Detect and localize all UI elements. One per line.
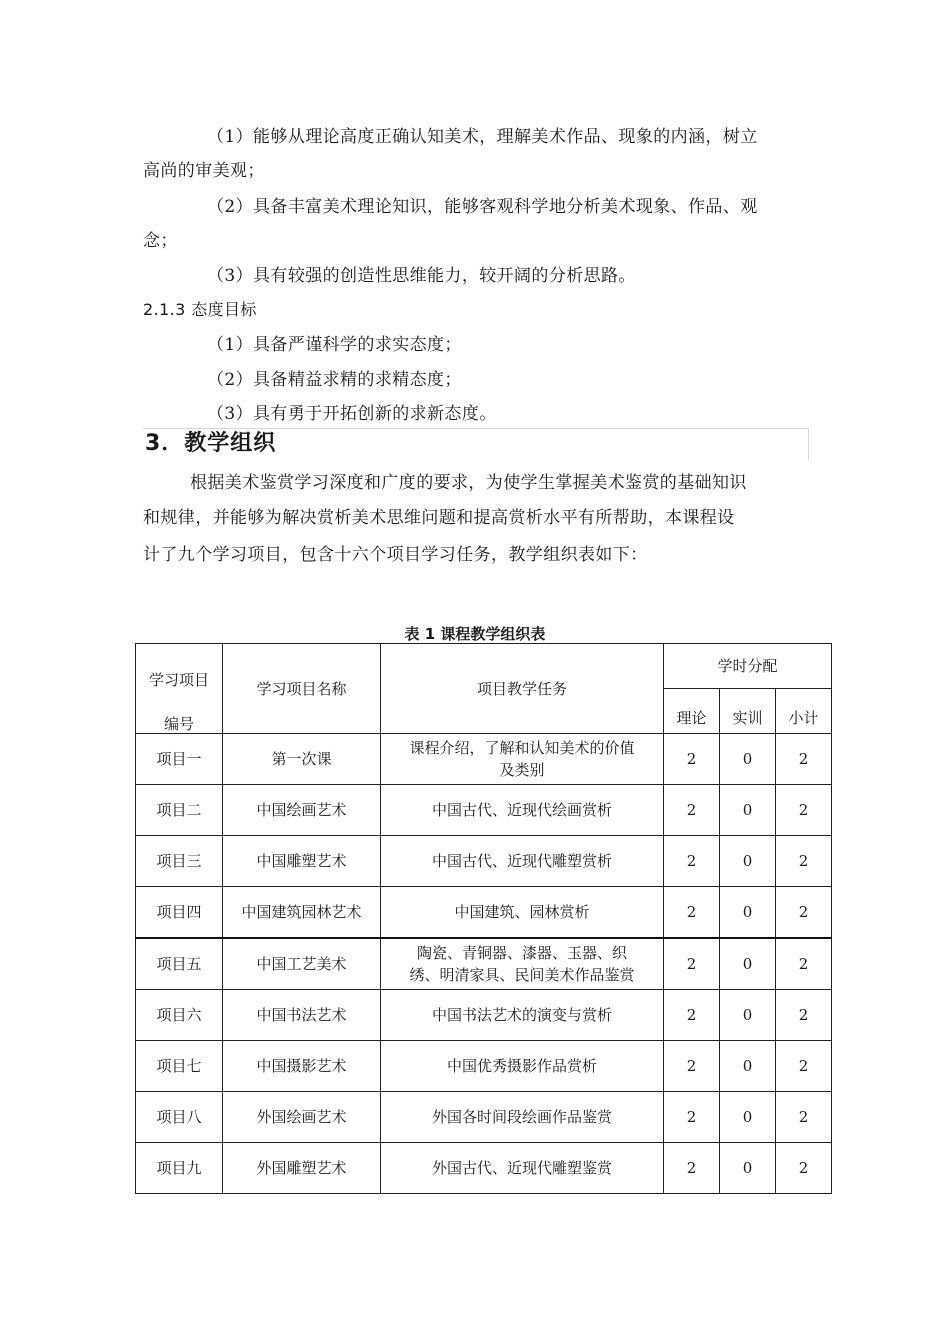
project-task: [381, 734, 664, 785]
project-id: 项目六: [136, 990, 223, 1041]
project-name: 中国建筑园林艺术: [223, 887, 381, 939]
hours-practice: 0: [720, 938, 776, 990]
hours-theory: 2: [664, 938, 720, 990]
project-task: 中国优秀摄影作品赏析: [381, 1041, 664, 1092]
hours-subtotal: 2: [776, 1092, 832, 1143]
project-task: [381, 938, 664, 990]
hours-theory: 2: [664, 887, 720, 939]
project-task-line-1: 课程介绍，了解和认知美术的价值: [409, 739, 635, 757]
hours-practice: 0: [720, 887, 776, 939]
hours-practice: 0: [720, 1092, 776, 1143]
header-project-id: [136, 644, 223, 734]
header-practice: 实训: [720, 689, 776, 734]
table-row: [136, 1092, 832, 1143]
hours-theory: 2: [664, 1143, 720, 1194]
project-id: 项目四: [136, 887, 223, 939]
course-organization-table: [135, 643, 832, 1194]
header-project-id-line-1: 学习项目: [148, 670, 209, 689]
project-name: 第一次课: [223, 734, 381, 785]
project-task-line-1: 陶瓷、青铜器、漆器、玉器、织: [416, 944, 627, 962]
hours-theory: 2: [664, 1041, 720, 1092]
project-task: 外国各时间段绘画作品鉴赏: [381, 1092, 664, 1143]
hours-practice: 0: [720, 734, 776, 785]
hours-theory: 2: [664, 1092, 720, 1143]
project-name: 外国绘画艺术: [223, 1092, 381, 1143]
hours-subtotal: 2: [776, 785, 832, 836]
project-id: 项目八: [136, 1092, 223, 1143]
header-project-task: 项目教学任务: [381, 644, 664, 734]
project-name: 外国雕塑艺术: [223, 1143, 381, 1194]
knowledge-item-1-line-2: 高尚的审美观；: [143, 161, 265, 181]
attitude-item-1: （1）具备严谨科学的求实态度；: [207, 335, 462, 355]
hours-subtotal: 2: [776, 1041, 832, 1092]
hours-subtotal: 2: [776, 836, 832, 887]
table-row: [136, 938, 832, 990]
table-header-row: [136, 644, 832, 689]
hours-subtotal: 2: [776, 990, 832, 1041]
hours-theory: 2: [664, 785, 720, 836]
hours-theory: 2: [664, 734, 720, 785]
section-3-paragraph-line-3: 计了九个学习项目，包含十六个项目学习任务，教学组织表如下：: [143, 545, 648, 565]
project-task: 中国古代、近现代绘画赏析: [381, 785, 664, 836]
project-task: 外国古代、近现代雕塑鉴赏: [381, 1143, 664, 1194]
table-row: [136, 1143, 832, 1194]
project-id: 项目九: [136, 1143, 223, 1194]
project-name: 中国摄影艺术: [223, 1041, 381, 1092]
header-project-id-line-2: 编号: [163, 714, 194, 733]
hours-subtotal: 2: [776, 938, 832, 990]
project-name: 中国书法艺术: [223, 990, 381, 1041]
project-id: 项目五: [136, 938, 223, 990]
project-task: 中国建筑、园林赏析: [381, 887, 664, 939]
section-3-paragraph-line-2: 和规律，并能够为解决赏析美术思维问题和提高赏析水平有所帮助，本课程设: [143, 508, 735, 528]
attitude-item-2: （2）具备精益求精的求精态度；: [207, 370, 462, 390]
section-3-heading: [143, 428, 809, 460]
hours-subtotal: 2: [776, 887, 832, 939]
header-subtotal: 小计: [776, 689, 832, 734]
table-row: [136, 785, 832, 836]
project-task: 中国书法艺术的演变与赏析: [381, 990, 664, 1041]
header-theory: 理论: [664, 689, 720, 734]
table-caption: 表 1 课程教学组织表: [404, 625, 546, 643]
knowledge-item-1-line-1: （1）能够从理论高度正确认知美术，理解美术作品、现象的内涵，树立: [207, 127, 758, 147]
header-hours-allocation: 学时分配: [664, 644, 832, 689]
table-row: [136, 734, 832, 785]
knowledge-item-2-line-1: （2）具备丰富美术理论知识，能够客观科学地分析美术现象、作品、观: [207, 197, 758, 217]
hours-theory: 2: [664, 990, 720, 1041]
table-row: [136, 836, 832, 887]
knowledge-item-3: （3）具有较强的创造性思维能力，较开阔的分析思路。: [207, 266, 636, 286]
project-id: 项目七: [136, 1041, 223, 1092]
table-row: [136, 1041, 832, 1092]
hours-practice: 0: [720, 785, 776, 836]
hours-theory: 2: [664, 836, 720, 887]
project-id: 项目三: [136, 836, 223, 887]
project-name: 中国绘画艺术: [223, 785, 381, 836]
project-task-line-2: 及类别: [499, 761, 545, 779]
project-name: 中国工艺美术: [223, 938, 381, 990]
section-213-title: 2.1.3 态度目标: [143, 300, 257, 319]
project-id: 项目一: [136, 734, 223, 785]
knowledge-item-2-line-2: 念；: [143, 231, 178, 251]
hours-practice: 0: [720, 836, 776, 887]
attitude-item-3: （3）具有勇于开拓创新的求新态度。: [207, 404, 497, 424]
project-task-line-2: 绣、明清家具、民间美术作品鉴赏: [409, 966, 635, 984]
project-task: 中国古代、近现代雕塑赏析: [381, 836, 664, 887]
section-3-title: 3．教学组织: [145, 431, 277, 456]
section-3-paragraph-line-1: 根据美术鉴赏学习深度和广度的要求，为使学生掌握美术鉴赏的基础知识: [190, 473, 747, 493]
hours-subtotal: 2: [776, 734, 832, 785]
table-row: [136, 990, 832, 1041]
hours-practice: 0: [720, 1041, 776, 1092]
hours-practice: 0: [720, 1143, 776, 1194]
table-row: [136, 887, 832, 939]
header-project-name: 学习项目名称: [223, 644, 381, 734]
hours-practice: 0: [720, 990, 776, 1041]
project-id: 项目二: [136, 785, 223, 836]
project-name: 中国雕塑艺术: [223, 836, 381, 887]
hours-subtotal: 2: [776, 1143, 832, 1194]
